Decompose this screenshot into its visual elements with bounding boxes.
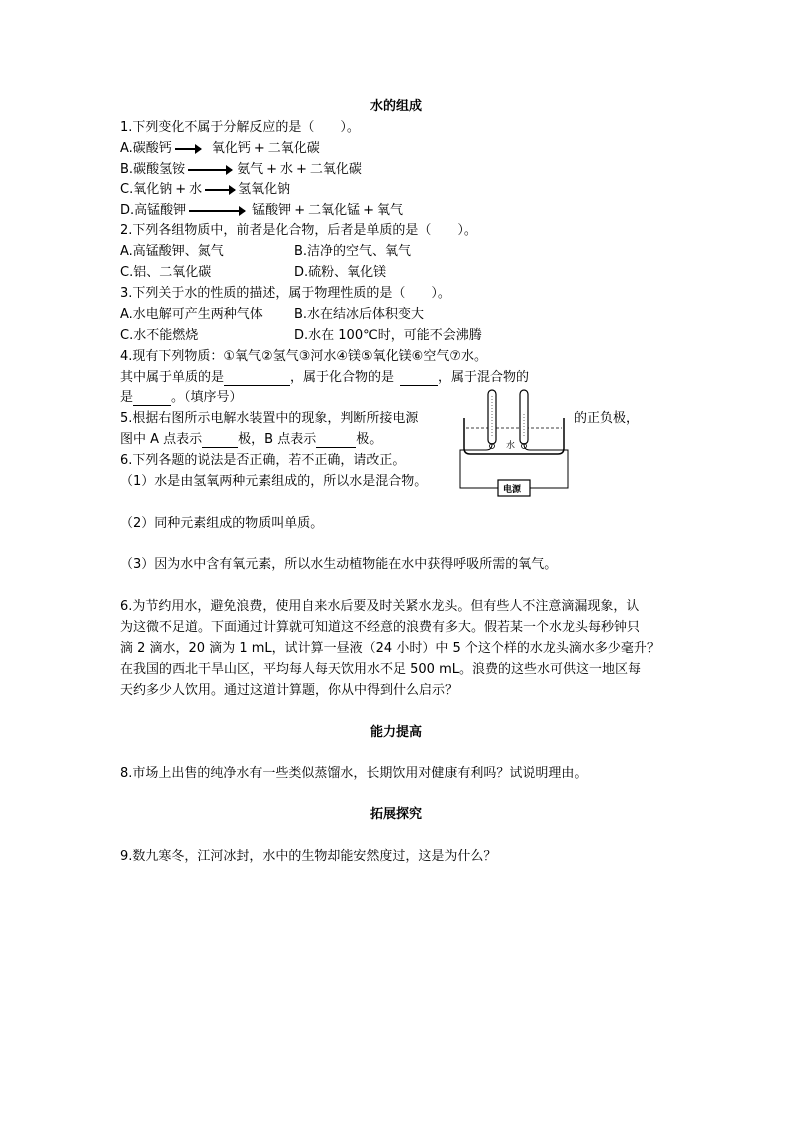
q5-text: 极。 xyxy=(356,432,383,447)
q1-b-reactant: 碳酸氢铵 xyxy=(133,162,186,177)
q4-line-2 xyxy=(120,370,529,386)
q1-a-product-2: 二氧化碳 xyxy=(267,141,320,156)
q8-text: 8.市场上出售的纯净水有一些类似蒸馏水，长期饮用对健康有利吗？试说明理由。 xyxy=(120,766,588,781)
q4-text: 。（填序号） xyxy=(171,390,243,405)
q6-statement-1: （1）水是由氢氧两种元素组成的，所以水是混合物。 xyxy=(120,474,428,489)
q7-line-1: 6.为节约用水，避免浪费，使用自来水后要及时关紧水龙头。但有些人不注意滴漏现象，认 xyxy=(120,599,640,614)
q7-line-5: 天约多少人饮用。通过这道计算题，你从中得到什么启示？ xyxy=(120,683,459,698)
page-title: 水的组成 xyxy=(370,99,423,114)
q1-a-product-1: 氧化钙 xyxy=(211,141,251,156)
q1-d-reactant: 高锰酸钾 xyxy=(134,203,187,218)
q4-stem: 4.现有下列物质：①氧气②氢气③河水④镁⑤氧化镁⑥空气⑦水。 xyxy=(120,349,487,364)
q7-line-2: 为这微不足道。下面通过计算就可知道这不经意的浪费有多大。假若某一个水龙头每秒钟只 xyxy=(120,620,641,635)
reaction-arrow-icon xyxy=(205,189,235,191)
plus-sign: + xyxy=(296,162,307,177)
q2-option-a: A.高锰酸钾、氮气 xyxy=(120,244,224,259)
q1-d-product-1: 锰酸钾 xyxy=(252,203,292,218)
answer-blank-compounds[interactable] xyxy=(400,372,438,386)
q5-line-1-end: 的正负极， xyxy=(574,411,640,426)
q3-option-d: D.水在 100℃时，可能不会沸腾 xyxy=(294,328,482,343)
q1-c-reactant-2: 水 xyxy=(189,182,203,197)
q6-statement-2: （2）同种元素组成的物质叫单质。 xyxy=(120,516,324,531)
reaction-arrow-icon xyxy=(189,210,245,212)
q2-option-b: B.洁净的空气、氧气 xyxy=(294,244,412,259)
q4-line-3 xyxy=(120,390,243,406)
q1-c-product: 氢氧化钠 xyxy=(238,182,291,197)
q1-a-reactant: 碳酸钙 xyxy=(132,141,172,156)
section-title-extension: 拓展探究 xyxy=(370,807,423,822)
q1-d-product-2: 二氧化锰 xyxy=(308,203,361,218)
q1-b-label: B. xyxy=(120,162,134,177)
q3-option-c: C.水不能燃烧 xyxy=(120,328,199,343)
plus-sign: + xyxy=(266,162,277,177)
q1-stem: 1.下列变化不属于分解反应的是（ ）。 xyxy=(120,120,360,135)
plus-sign: + xyxy=(294,203,306,218)
plus-sign: + xyxy=(363,203,375,218)
electrolysis-apparatus-figure xyxy=(458,388,570,498)
q1-option-a xyxy=(120,141,320,157)
q1-b-product-1: 氨气 xyxy=(237,162,264,177)
q1-option-c xyxy=(120,182,290,198)
q1-option-d xyxy=(120,203,403,219)
q1-c-label: C. xyxy=(120,182,134,197)
q1-option-b xyxy=(120,162,362,178)
q5-line-1: 5.根据右图所示电解水装置中的现象，判断所接电源 xyxy=(120,411,419,426)
q6-stem: 6.下列各题的说法是否正确，若不正确，请改正。 xyxy=(120,453,406,468)
q5-text: 极，B 点表示 xyxy=(238,432,317,447)
q4-text: ，属于化合物的是 xyxy=(290,370,395,385)
answer-blank-elements[interactable] xyxy=(224,372,290,386)
q3-option-b: B.水在结冰后体积变大 xyxy=(294,307,425,322)
answer-blank-b-pole[interactable] xyxy=(316,434,356,448)
q9-text: 9.数九寒冬，江河冰封，水中的生物却能安然度过，这是为什么？ xyxy=(120,849,497,864)
q6-statement-3: （3）因为水中含有氧元素，所以水生动植物能在水中获得呼吸所需的氧气。 xyxy=(120,557,558,572)
q1-b-product-2: 水 xyxy=(280,162,294,177)
q4-text: 其中属于单质的是 xyxy=(120,370,225,385)
water-label: 水 xyxy=(506,441,516,451)
q2-stem: 2.下列各组物质中，前者是化合物，后者是单质的是（ ）。 xyxy=(120,223,477,238)
q4-text: 是 xyxy=(120,390,134,405)
q2-option-c: C.铝、二氧化碳 xyxy=(120,265,212,280)
q1-d-product-3: 氧气 xyxy=(377,203,404,218)
q2-option-d: D.硫粉、氧化镁 xyxy=(294,265,387,280)
q1-d-label: D. xyxy=(120,203,135,218)
q1-c-reactant-1: 氧化钠 xyxy=(133,182,173,197)
reaction-arrow-icon xyxy=(188,169,232,171)
q5-line-2 xyxy=(120,432,382,448)
plus-sign: + xyxy=(253,141,265,156)
q5-text: 图中 A 点表示 xyxy=(120,432,203,447)
q7-line-4: 在我国的西北干旱山区，平均每人每天饮用水不足 500 mL。浪费的这些水可供这一地区每 xyxy=(120,662,641,677)
q3-option-a: A.水电解可产生两种气体 xyxy=(120,307,263,322)
q7-line-3: 滴 2 滴水，20 滴为 1 mL，试计算一昼液（24 小时）中 5 个这个样的水龙头滴水多少毫升？ xyxy=(120,641,660,656)
power-label: 电源 xyxy=(503,485,522,495)
q4-text: ，属于混合物的 xyxy=(438,370,530,385)
q1-a-label: A. xyxy=(120,141,133,156)
plus-sign: + xyxy=(175,182,187,197)
answer-blank-mixtures[interactable] xyxy=(133,392,171,406)
q3-stem: 3.下列关于水的性质的描述，属于物理性质的是（ ）。 xyxy=(120,286,451,301)
section-title-ability: 能力提高 xyxy=(370,725,423,740)
q1-b-product-3: 二氧化碳 xyxy=(309,162,362,177)
answer-blank-a-pole[interactable] xyxy=(202,434,238,448)
reaction-arrow-icon xyxy=(175,148,201,150)
